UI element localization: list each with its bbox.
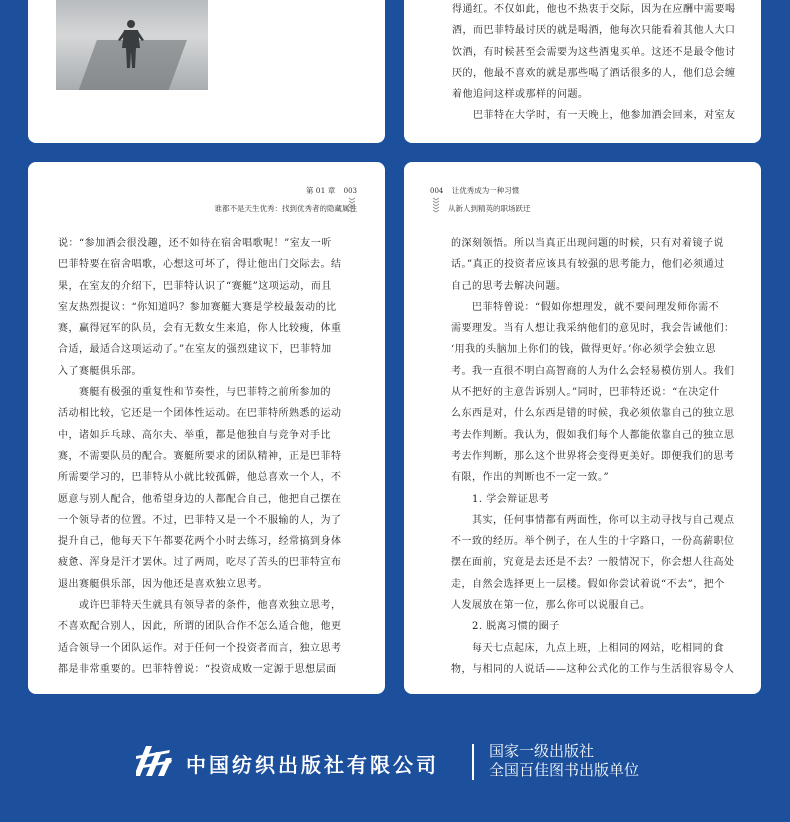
- chevron-stack-icon: [432, 197, 440, 213]
- text-line: 所需要学习的，巴菲特从小就比较孤僻，他总喜欢一个人，不: [58, 472, 342, 484]
- text-line: 摆在面前，究竟是去还是不去？一般情况下，你会想人往高处: [451, 557, 735, 569]
- book-page-top-left: [28, 0, 385, 143]
- chevron-stack-icon: [348, 197, 356, 213]
- page-body-text: [58, 233, 342, 680]
- text-line: 合适，最适合这项运动了。”在室友的强烈建议下，巴菲特加: [58, 344, 332, 356]
- man-on-road-photo: [56, 0, 208, 90]
- text-line: 不一致的经历。举个例子，在人生的十字路口，一份高薪职位: [451, 536, 735, 548]
- text-line: 都是非常重要的。巴菲特曾说：“投资成败一定源于思想层面: [58, 663, 337, 675]
- text-line: ‘用我的头脑加上你们的钱，做得更好。’你必须学会独立思: [451, 344, 716, 356]
- page-number: 003: [343, 187, 357, 195]
- text-line: 巴菲特要在宿舍唱歌，心想这可坏了，得让他出门交际去。结: [58, 259, 342, 271]
- page-body-text: [452, 0, 736, 127]
- text-line: 考。我一直很不明白高智商的人为什么会轻易模仿别人。我们: [451, 365, 735, 377]
- text-line: 愿意与别人配合，他希望身边的人都配合自己，他把自己摆在: [58, 493, 342, 505]
- text-line: 赛，赢得冠军的队员，会有无数女生来追，你人比较瘦，体重: [58, 323, 342, 335]
- text-line: 每天七点起床，九点上班，上相同的网站，吃相同的食: [451, 642, 724, 654]
- text-line: 巴菲特在大学时，有一天晚上，他参加酒会回来，对室友: [452, 110, 736, 122]
- text-line: 的深刻领悟。所以当真正出现问题的时候，只有对着镜子说: [451, 238, 724, 249]
- text-line: 室友热烈提议：“你知道吗？参加赛艇大赛是学校最轰动的比: [58, 301, 337, 313]
- text-line: 走，自然会选择更上一层楼。假如你尝试着说“不去”，把个: [451, 578, 725, 590]
- text-line: 其实，任何事情都有两面性，你可以主动寻找与自己观点: [451, 514, 735, 526]
- text-line: 不喜欢配合别人，因此，所谓的团队合作不怎么适合他，他更: [58, 621, 342, 633]
- page-number: 004: [430, 187, 444, 195]
- book-page-003: [28, 162, 385, 694]
- text-line: 物，与相同的人说话——这种公式化的工作与生活很容易令人: [451, 663, 735, 675]
- chapter-subtitle: 从新人到精英的职场跃迁: [448, 204, 531, 213]
- text-line: 赛艇有极强的重复性和节奏性，与巴菲特之前所参加的: [58, 387, 331, 399]
- man-silhouette-icon: [118, 18, 144, 70]
- publisher-award: [489, 742, 639, 780]
- text-line: 适合领导一个团队运作。对于任何一个投资者而言，独立思考: [58, 642, 342, 654]
- page-header: [215, 185, 358, 214]
- text-line: 疲惫、浑身是汗才罢休。过了两周，吃尽了苦头的巴菲特宣布: [58, 557, 342, 569]
- text-line: 退出赛艇俱乐部，因为他还是喜欢独立思考。: [58, 578, 268, 590]
- text-line: 或许巴菲特天生就具有领导者的条件，他喜欢独立思考，: [58, 600, 342, 612]
- page-body-text: [451, 233, 735, 680]
- text-line: 考去作判断。我认为，假如我们每个人都能依靠自己的独立思: [451, 429, 735, 441]
- section-heading: 1. 学会辩证思考: [451, 493, 550, 505]
- text-line: 说：“参加酒会很没趣，还不如待在宿舍唱歌呢！”室友一听: [58, 238, 332, 249]
- text-line: 么东西是对，什么东西是错的时候，我必须依靠自己的独立思: [451, 408, 735, 420]
- book-page-top-right: [404, 0, 761, 143]
- text-line: 有限，作出的判断也不一定一致。”: [451, 472, 610, 484]
- text-line: 从不把好的主意告诉别人。”同时，巴菲特还说：“在决定什: [451, 387, 720, 399]
- text-line: 一个领导者的位置。不过，巴菲特又是一个不服输的人，为了: [58, 514, 342, 526]
- footer-divider: [472, 744, 474, 780]
- award-line-2: 全国百佳图书出版单位: [489, 761, 640, 779]
- text-line: 中，诸如乒乓球、高尔夫、举重，都是他独自与竞争对手比: [58, 429, 331, 441]
- text-line: 饮酒，有时候甚至会需要为这些酒鬼买单。这还不是最令他讨: [452, 46, 736, 58]
- text-line: 活动相比较，它还是一个团体性运动。在巴菲特所熟悉的运动: [58, 408, 342, 420]
- text-line: 需要理发。当有人想让我采纳他们的意见时，我会告诫他们：: [451, 323, 735, 335]
- chapter-title: 让优秀成为一种习惯: [451, 186, 520, 195]
- text-line: 话。”真正的投资者应该具有较强的思考能力，他们必须通过: [451, 259, 725, 271]
- text-line: 巴菲特曾说：“假如你想理发，就不要问理发师你需不: [451, 301, 720, 313]
- book-page-004: [404, 162, 761, 694]
- publisher-logo-icon: [136, 744, 174, 778]
- text-line: 着他追问这样或那样的问题。: [452, 89, 589, 101]
- page-header: [430, 185, 531, 214]
- text-line: 入了赛艇俱乐部。: [58, 365, 142, 377]
- section-heading: 2. 脱离习惯的圈子: [451, 621, 560, 633]
- text-line: 自己的思考去解决问题。: [451, 280, 567, 292]
- text-line: 赛，不需要队员的配合。赛艇所要求的团队精神，正是巴菲特: [58, 450, 342, 462]
- award-line-1: 国家一级出版社: [489, 742, 595, 760]
- text-line: 厌的，他最不喜欢的就是那些喝了酒话很多的人，他们总会缠: [452, 67, 736, 79]
- text-line: 酒，而巴菲特最讨厌的就是喝酒，他每次只能看着其他人大口: [452, 25, 736, 37]
- text-line: 人发展放在第一位，那么你可以说服自己。: [451, 600, 651, 612]
- publisher-name: 中国纺织出版社有限公司: [186, 753, 439, 777]
- text-line: 提升自己，他每天下午都要花两个小时去练习，经常搞到身体: [58, 536, 342, 548]
- text-line: 得通红。不仅如此，他也不热衷于交际，因为在应酬中需要喝: [452, 4, 736, 15]
- chapter-label: 第 01 章: [305, 186, 336, 195]
- chapter-subtitle: 谁都不是天生优秀：找到优秀者的隐藏属性: [214, 204, 357, 213]
- text-line: 果，在室友的介绍下，巴菲特认识了“赛艇”这项运动，而且: [58, 280, 332, 292]
- text-line: 考去作判断，那么这个世界将会变得更美好。即便我们的思考: [451, 450, 735, 462]
